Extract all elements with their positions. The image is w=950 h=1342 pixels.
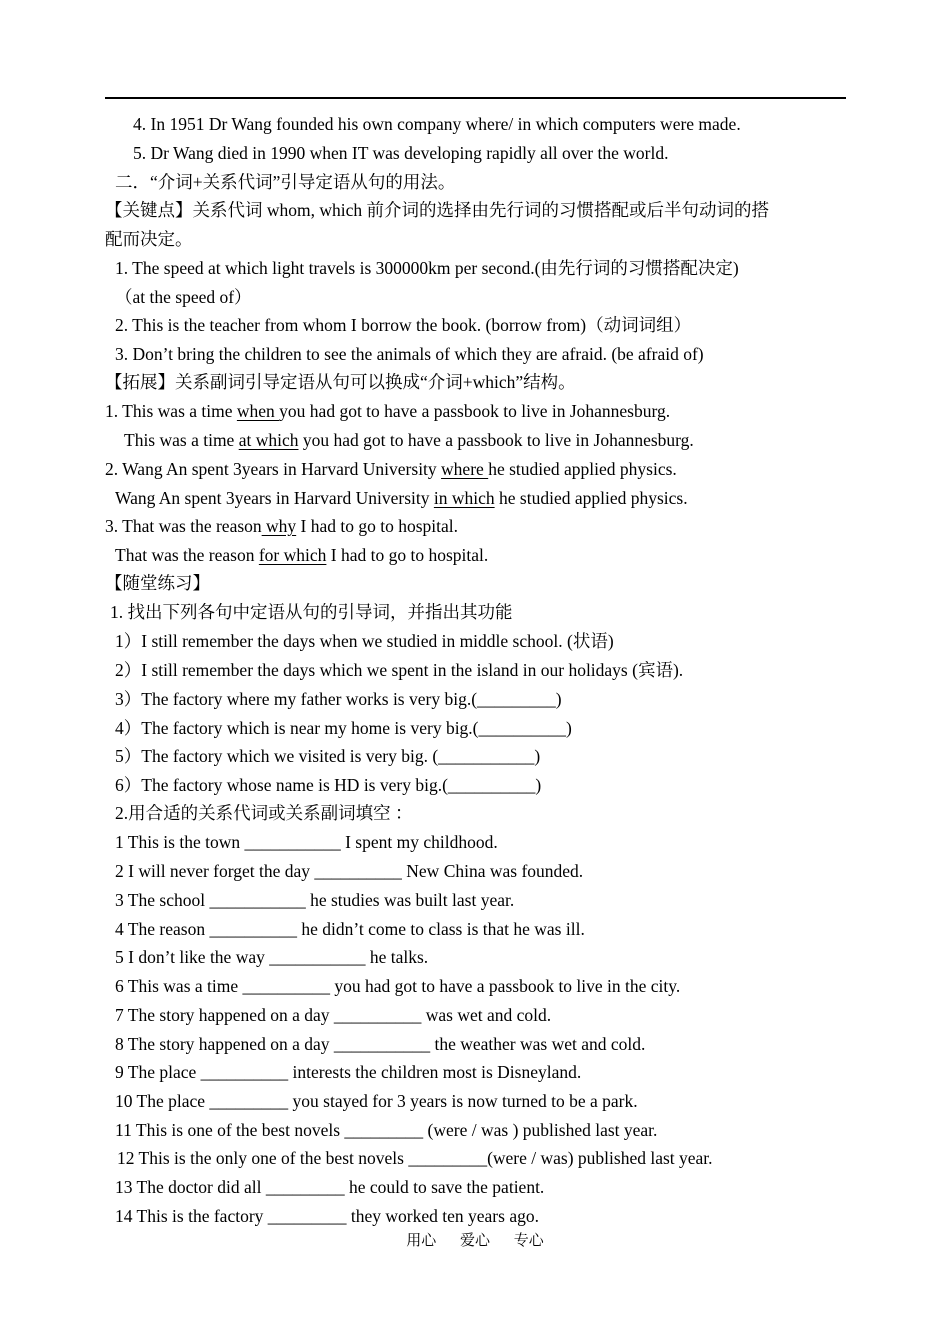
q2-item: 14 This is the factory _________ they worked ten years ago. — [115, 1206, 539, 1226]
q1-item: 1）I still remember the days when we studied in middle school. (状语) — [115, 631, 614, 651]
q2-item: 9 The place __________ interests the children most is Disneyland. — [115, 1062, 582, 1082]
q1-item: 5）The factory which we visited is very big. (___________) — [115, 746, 541, 766]
footer-word: 专心 — [513, 1233, 544, 1249]
q2-item: 2 I will never forget the day __________ New China was founded. — [115, 861, 584, 881]
top-sentence-5: 5. Dr Wang died in 1990 when IT was developing rapidly all over the world. — [133, 143, 669, 163]
question-1-title: 1. 找出下列各句中定语从句的引导词，并指出其功能 — [110, 602, 513, 622]
footer-word: 爱心 — [459, 1233, 490, 1249]
q2-item: 6 This was a time __________ you had got to have a passbook to live in the city. — [115, 976, 681, 996]
extension-sentence-3a: 3. That was the reason why I had to go to hospital. — [105, 516, 459, 536]
key-point-line-1: 【关键点】关系代词 whom, which 前介词的选择由先行词的习惯搭配或后半句动词的搭 — [105, 200, 770, 220]
q2-item: 3 The school ___________ he studies was built last year. — [115, 890, 515, 910]
q2-item: 4 The reason __________ he didn’t come to class is that he was ill. — [115, 919, 585, 939]
extension-sentence-1a: 1. This was a time when you had got to have a passbook to live in Johannesburg. — [105, 401, 671, 421]
q2-item: 8 The story happened on a day ___________ the weather was wet and cold. — [115, 1034, 646, 1054]
example-2: 2. This is the teacher from whom I borrow the book. (borrow from)（动词词组） — [115, 315, 692, 335]
q2-item: 1 This is the town ___________ I spent my childhood. — [115, 832, 498, 852]
q2-item: 7 The story happened on a day __________ was wet and cold. — [115, 1005, 552, 1025]
question-2-title: 2.用合适的关系代词或关系副词填空 ： — [115, 803, 413, 823]
q1-item: 4）The factory which is near my home is very big.(__________) — [115, 718, 572, 738]
header-rule — [105, 97, 846, 99]
extension-sentence-2a: 2. Wang An spent 3years in Harvard University where he studied applied physics. — [105, 459, 677, 479]
extension-sentence-1b: This was a time at which you had got to have a passbook to live in Johannesburg. — [124, 430, 694, 450]
q2-item: 12 This is the only one of the best novels _________(were / was) published last year. — [117, 1148, 713, 1168]
top-sentence-4: 4. In 1951 Dr Wang founded his own company where/ in which computers were made. — [133, 114, 741, 134]
q2-item: 10 The place _________ you stayed for 3 years is now turned to be a park. — [115, 1091, 638, 1111]
q2-item: 5 I don’t like the way ___________ he talks. — [115, 947, 429, 967]
footer-word: 用心 — [406, 1233, 437, 1249]
q2-item: 11 This is one of the best novels _________ (were / was ) published last year. — [115, 1120, 658, 1140]
q1-item: 3）The factory where my father works is very big.(_________) — [115, 689, 562, 709]
page-footer — [0, 1231, 950, 1251]
example-1: 1. The speed at which light travels is 300000km per second.(由先行词的习惯搭配决定) — [115, 258, 739, 278]
key-point-line-2: 配而决定。 — [105, 229, 193, 249]
extension-heading: 【拓展】关系副词引导定语从句可以换成“介词+which”结构。 — [105, 372, 576, 392]
practice-heading: 【随堂练习】 — [105, 573, 210, 593]
example-3: 3. Don’t bring the children to see the animals of which they are afraid. (be afraid of) — [115, 344, 704, 364]
extension-sentence-3b: That was the reason for which I had to go to hospital. — [115, 545, 489, 565]
extension-sentence-2b: Wang An spent 3years in Harvard University in which he studied applied physics. — [115, 488, 688, 508]
q1-item: 2）I still remember the days which we spent in the island in our holidays (宾语). — [115, 660, 684, 680]
q1-item: 6）The factory whose name is HD is very big.(__________) — [115, 775, 542, 795]
q2-item: 13 The doctor did all _________ he could to save the patient. — [115, 1177, 545, 1197]
example-1-note: （at the speed of） — [115, 287, 252, 307]
section2-heading: 二．“介词+关系代词”引导定语从句的用法。 — [115, 172, 456, 192]
